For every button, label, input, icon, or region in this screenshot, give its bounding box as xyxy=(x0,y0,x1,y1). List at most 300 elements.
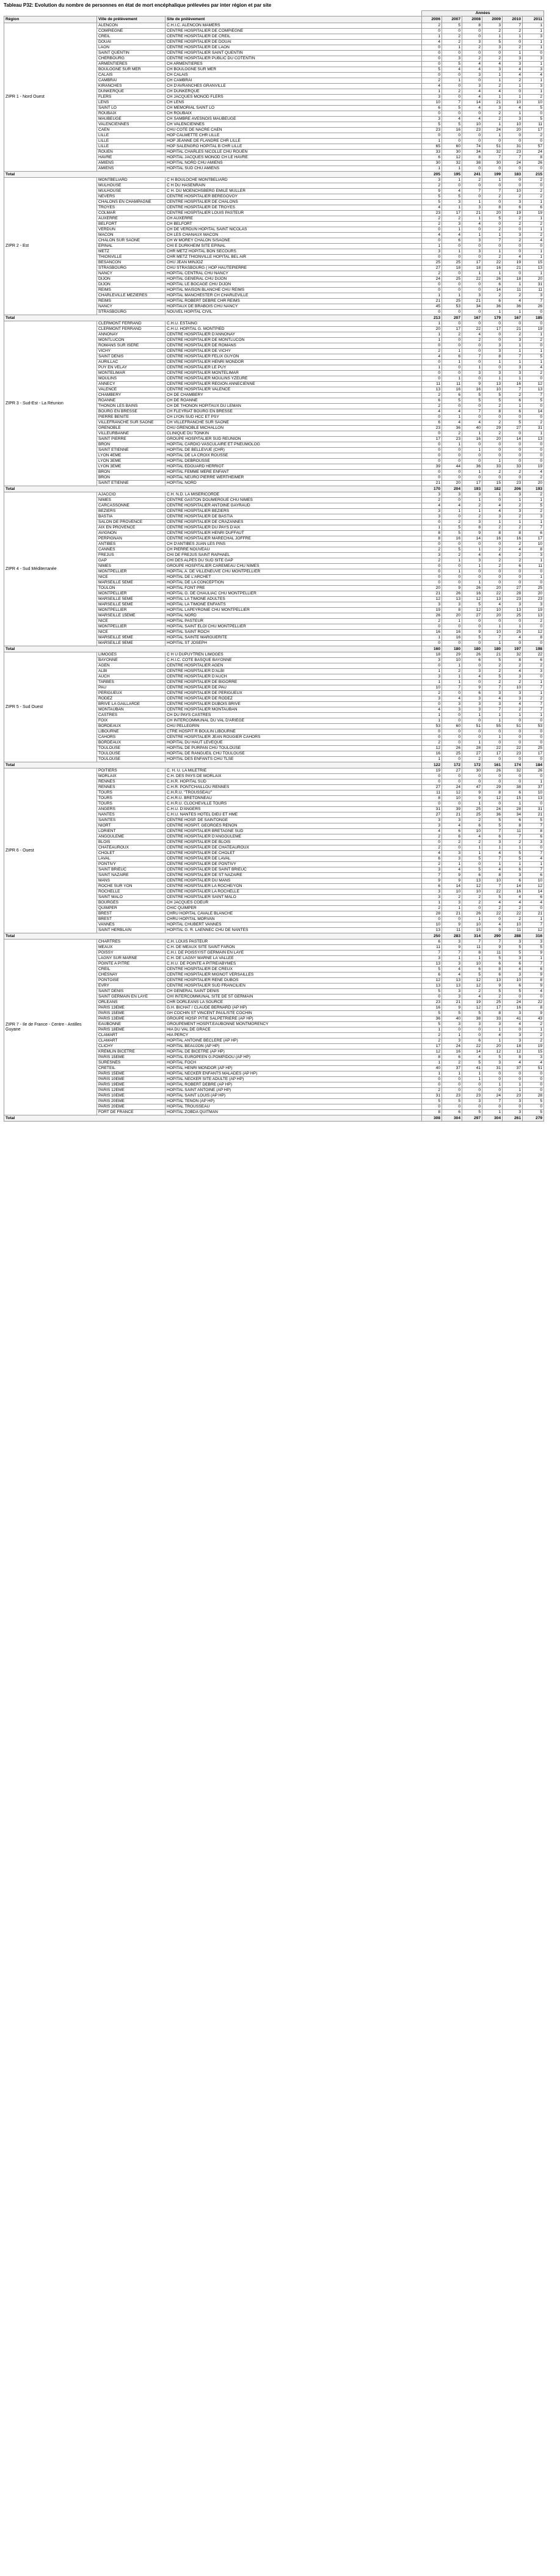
value-cell: 7 xyxy=(482,155,503,161)
value-cell: 8 xyxy=(482,873,503,878)
value-cell: 3 xyxy=(482,840,503,845)
value-cell: 25 xyxy=(442,299,462,304)
value-cell: 4 xyxy=(442,696,462,702)
value-cell: 22 xyxy=(503,746,523,751)
value-cell: 3 xyxy=(422,178,442,183)
value-cell: 0 xyxy=(503,575,523,580)
value-cell: 4 xyxy=(462,89,482,95)
value-cell: 8 xyxy=(482,409,503,415)
ville-cell: MONTELIMAR xyxy=(97,371,165,376)
value-cell: 17 xyxy=(523,128,544,133)
total-row xyxy=(4,486,544,492)
value-cell: 3 xyxy=(462,84,482,89)
value-cell: 26 xyxy=(523,161,544,166)
value-cell: 0 xyxy=(462,133,482,139)
value-cell: 38 xyxy=(503,785,523,790)
site-cell: C.H.I.C. ALENCON MAMERS xyxy=(165,23,422,29)
value-cell: 3 xyxy=(422,117,442,122)
value-cell: 36 xyxy=(482,304,503,310)
value-cell: 13 xyxy=(442,983,462,989)
total-row xyxy=(4,933,544,940)
value-cell: 1 xyxy=(482,271,503,277)
ville-cell: PARIS 10EME xyxy=(97,1093,165,1099)
site-cell: CH JACQUES MONOD FLERS xyxy=(165,95,422,100)
value-cell: 1 xyxy=(462,547,482,553)
value-cell: 0 xyxy=(523,580,544,586)
value-cell: 0 xyxy=(442,95,462,100)
value-cell: 3 xyxy=(422,553,442,558)
value-cell: 3 xyxy=(442,707,462,713)
ville-cell: SAINT DENIS xyxy=(97,989,165,994)
value-cell: 12 xyxy=(422,978,442,983)
value-cell: 1 xyxy=(442,862,462,867)
value-cell: 0 xyxy=(523,1088,544,1093)
value-cell: 18 xyxy=(422,652,442,658)
value-cell: 9 xyxy=(462,531,482,536)
site-cell: CHU COTE DE NACRE CAEN xyxy=(165,128,422,133)
value-cell: 22 xyxy=(482,889,503,895)
value-cell: 4 xyxy=(462,674,482,680)
value-cell: 3 xyxy=(503,956,523,961)
value-cell: 0 xyxy=(523,321,544,327)
value-cell: 0 xyxy=(442,371,462,376)
total-value: 170 xyxy=(422,486,442,492)
value-cell: 2 xyxy=(503,238,523,244)
ville-cell: STRASBOURG xyxy=(97,266,165,271)
value-cell: 19 xyxy=(523,1044,544,1049)
value-cell: 11 xyxy=(523,288,544,293)
value-cell: 9 xyxy=(523,950,544,956)
value-cell: 0 xyxy=(422,310,442,315)
ville-cell: VILLEFRANCHE SUR SAONE xyxy=(97,420,165,426)
value-cell: 0 xyxy=(503,431,523,437)
value-cell: 3 xyxy=(462,669,482,674)
value-cell: 7 xyxy=(523,961,544,967)
site-cell: HOPITAUX DE BRABOIS CHU NANCY xyxy=(165,304,422,310)
value-cell: 0 xyxy=(482,1088,503,1093)
value-cell: 9 xyxy=(442,945,462,950)
value-cell: 22 xyxy=(523,652,544,658)
ville-cell: HAVRE xyxy=(97,155,165,161)
site-cell: CH ROUBAIX xyxy=(165,111,422,117)
value-cell: 33 xyxy=(482,464,503,470)
total-value: 193 xyxy=(462,486,482,492)
value-cell: 2 xyxy=(503,29,523,34)
value-cell: 22 xyxy=(462,1044,482,1049)
value-cell: 21 xyxy=(503,327,523,332)
value-cell: 39 xyxy=(442,807,462,812)
value-cell: 0 xyxy=(462,321,482,327)
value-cell: 20 xyxy=(503,128,523,133)
value-cell: 4 xyxy=(503,895,523,900)
ville-cell: BRIVE LA GAILLARDE xyxy=(97,702,165,707)
ville-cell: ROMANS SUR ISERE xyxy=(97,343,165,349)
value-cell: 12 xyxy=(462,608,482,613)
value-cell: 3 xyxy=(503,56,523,62)
value-cell: 31 xyxy=(422,1093,442,1099)
value-cell: 8 xyxy=(503,823,523,829)
value-cell: 1 xyxy=(523,713,544,718)
value-cell: 10 xyxy=(482,608,503,613)
value-cell: 0 xyxy=(422,917,442,922)
site-cell: HOPITAL SAINT ANTOINE (AP HP) xyxy=(165,1088,422,1093)
total-value: 261 xyxy=(503,1115,523,1122)
value-cell: 2 xyxy=(482,470,503,475)
ville-cell: GAP xyxy=(97,558,165,564)
value-cell: 22 xyxy=(462,277,482,282)
value-cell: 2 xyxy=(503,917,523,922)
value-cell: 3 xyxy=(442,989,462,994)
ville-cell: AMIENS xyxy=(97,166,165,172)
value-cell: 4 xyxy=(523,1060,544,1066)
value-cell: 3 xyxy=(523,84,544,89)
value-cell: 3 xyxy=(482,1060,503,1066)
site-cell: HOPITAL TROUSSEAU xyxy=(165,1104,422,1110)
value-cell: 0 xyxy=(523,459,544,464)
value-cell: 3 xyxy=(442,492,462,498)
value-cell: 5 xyxy=(462,398,482,404)
site-cell: C. H. U. LA MILETRIE xyxy=(165,768,422,774)
value-cell: 8 xyxy=(523,829,544,834)
site-cell: CENTRE HOSPITALIER DE CHATEAUROUX xyxy=(165,845,422,851)
value-cell: 1 xyxy=(462,564,482,569)
value-cell: 0 xyxy=(422,288,442,293)
value-cell: 16 xyxy=(462,591,482,597)
value-cell: 1 xyxy=(462,740,482,746)
value-cell: 0 xyxy=(422,45,442,51)
value-cell: 5 xyxy=(503,950,523,956)
value-cell: 3 xyxy=(503,233,523,238)
value-cell: 8 xyxy=(462,23,482,29)
value-cell: 2 xyxy=(503,514,523,520)
site-cell: CENTRE HOSPITALIER BRETAGNE SUD xyxy=(165,829,422,834)
value-cell: 17 xyxy=(442,327,462,332)
value-cell: 17 xyxy=(422,1044,442,1049)
site-cell: CENTRE HOSPITALIER DE CHOLET xyxy=(165,851,422,856)
value-cell: 6 xyxy=(462,967,482,972)
value-cell: 23 xyxy=(503,751,523,757)
value-cell: 5 xyxy=(523,945,544,950)
ville-cell: ANTIBES xyxy=(97,542,165,547)
column-header-region: Région xyxy=(4,16,97,23)
value-cell: 0 xyxy=(462,619,482,624)
site-cell: C H BOULOCHE MONTBELIARD xyxy=(165,178,422,183)
value-cell: 4 xyxy=(422,851,442,856)
site-cell: HOPITAL MANCHESTER CH CHARLEVILLE xyxy=(165,293,422,299)
value-cell: 1 xyxy=(422,89,442,95)
site-cell: C.H.R. HOPITAL SUD xyxy=(165,779,422,785)
total-value: 241 xyxy=(462,172,482,178)
value-cell: 1 xyxy=(442,906,462,911)
value-cell: 2 xyxy=(482,84,503,89)
value-cell: 13 xyxy=(422,983,442,989)
value-cell: 25 xyxy=(523,586,544,591)
value-cell: 2 xyxy=(442,89,462,95)
value-cell: 0 xyxy=(442,691,462,696)
ville-cell: ANGOULEME xyxy=(97,834,165,840)
value-cell: 0 xyxy=(482,740,503,746)
ville-cell: SAINT DENIS xyxy=(97,354,165,360)
value-cell: 3 xyxy=(442,900,462,906)
value-cell: 3 xyxy=(503,1110,523,1115)
value-cell: 4 xyxy=(462,95,482,100)
value-cell: 0 xyxy=(422,51,442,56)
value-cell: 1 xyxy=(422,680,442,685)
value-cell: 7 xyxy=(503,387,523,393)
ville-cell: LYON 4EME xyxy=(97,453,165,459)
ville-cell: CLICHY xyxy=(97,1044,165,1049)
value-cell: 3 xyxy=(462,702,482,707)
value-cell: 0 xyxy=(503,757,523,762)
ville-cell: LILLE xyxy=(97,133,165,139)
site-cell: CENTRE HOSPITALIER LA ROCHE/YON xyxy=(165,884,422,889)
value-cell: 0 xyxy=(462,779,482,785)
site-cell: CH ARMENTIERES xyxy=(165,62,422,67)
value-cell: 10 xyxy=(462,829,482,834)
value-cell: 0 xyxy=(442,774,462,779)
site-cell: CENTRE HOSPITALIER DE PERIGUEUX xyxy=(165,691,422,696)
value-cell: 0 xyxy=(462,624,482,630)
total-value: 290 xyxy=(482,933,503,940)
ville-cell: MANS xyxy=(97,878,165,884)
value-cell: 8 xyxy=(523,547,544,553)
value-cell: 10 xyxy=(462,122,482,128)
site-cell: HOPITAL MAISON BLANCHE CHU REIMS xyxy=(165,288,422,293)
ville-cell: CANNES xyxy=(97,547,165,553)
value-cell: 0 xyxy=(442,580,462,586)
value-cell: 9 xyxy=(422,878,442,884)
value-cell: 1 xyxy=(482,624,503,630)
value-cell: 0 xyxy=(422,1082,442,1088)
value-cell: 2 xyxy=(482,404,503,409)
ville-cell: MARSEILLE 5EME xyxy=(97,597,165,602)
site-cell: CH CAMBRAI xyxy=(165,78,422,84)
value-cell: 0 xyxy=(482,321,503,327)
value-cell: 6 xyxy=(503,867,523,873)
value-cell: 7 xyxy=(462,940,482,945)
value-cell: 5 xyxy=(482,393,503,398)
value-cell: 3 xyxy=(503,1099,523,1104)
site-cell: HOPITAL DE BELLEVUE (CHR) xyxy=(165,448,422,453)
value-cell: 0 xyxy=(442,282,462,288)
value-cell: 5 xyxy=(462,393,482,398)
value-cell: 1 xyxy=(523,249,544,255)
value-cell: 5 xyxy=(482,674,503,680)
value-cell: 0 xyxy=(482,442,503,448)
ville-cell: CHALONS EN CHAMPAGNE xyxy=(97,200,165,205)
value-cell: 2 xyxy=(422,558,442,564)
value-cell: 13 xyxy=(462,878,482,884)
ville-cell: COLMAR xyxy=(97,211,165,216)
total-value: 167 xyxy=(462,315,482,321)
total-value: 180 xyxy=(462,646,482,652)
value-cell: 1 xyxy=(523,575,544,580)
value-cell: 0 xyxy=(422,73,442,78)
value-cell: 5 xyxy=(422,194,442,200)
value-cell: 23 xyxy=(503,1093,523,1099)
value-cell: 2 xyxy=(503,222,523,227)
value-cell: 8 xyxy=(422,531,442,536)
site-cell: CENTRE HOSPITALIER REGION ANNECIENNE xyxy=(165,382,422,387)
value-cell: 0 xyxy=(503,1071,523,1077)
value-cell: 2 xyxy=(482,117,503,122)
value-cell: 0 xyxy=(422,729,442,735)
value-cell: 0 xyxy=(523,729,544,735)
value-cell: 0 xyxy=(422,255,442,260)
value-cell: 0 xyxy=(482,475,503,481)
value-cell: 22 xyxy=(462,327,482,332)
site-cell: HOPITAL G. R. LAENNEC CHU DE NANTES xyxy=(165,928,422,933)
ville-cell: PONTIVY xyxy=(97,862,165,867)
ville-cell: SAINT PIERRE xyxy=(97,437,165,442)
value-cell: 3 xyxy=(422,674,442,680)
value-cell: 0 xyxy=(442,757,462,762)
value-cell: 1 xyxy=(503,95,523,100)
column-header-site: Site de prélèvement xyxy=(165,16,422,23)
value-cell: 2 xyxy=(523,492,544,498)
site-cell: CH LENS xyxy=(165,100,422,106)
value-cell: 0 xyxy=(482,498,503,503)
value-cell: 4 xyxy=(422,205,442,211)
value-cell: 1 xyxy=(523,29,544,34)
ville-cell: BOURG EN BRESSE xyxy=(97,409,165,415)
value-cell: 2 xyxy=(422,23,442,29)
ville-cell: CLERMONT FERRAND xyxy=(97,327,165,332)
value-cell: 0 xyxy=(442,338,462,343)
value-cell: 2 xyxy=(422,349,442,354)
value-cell: 8 xyxy=(523,155,544,161)
ville-cell: VALENCIENNES xyxy=(97,122,165,128)
ville-cell: TROYES xyxy=(97,205,165,211)
value-cell: 6 xyxy=(422,884,442,889)
value-cell: 21 xyxy=(462,211,482,216)
value-cell: 39 xyxy=(422,464,442,470)
value-cell: 12 xyxy=(422,746,442,751)
site-cell: CHI INTERCOMMUNAL SITE DE ST GERMAIN xyxy=(165,994,422,1000)
value-cell: 3 xyxy=(503,1011,523,1016)
ville-cell: AURILLAC xyxy=(97,360,165,365)
site-cell: CH GENERAL SAINT DENIS xyxy=(165,989,422,994)
value-cell: 20 xyxy=(442,481,462,486)
value-cell: 3 xyxy=(462,492,482,498)
ville-cell: MULHOUSE xyxy=(97,183,165,189)
value-cell: 6 xyxy=(422,972,442,978)
table-body xyxy=(4,23,544,1122)
value-cell: 8 xyxy=(422,796,442,801)
value-cell: 1 xyxy=(523,520,544,525)
value-cell: 21 xyxy=(442,812,462,818)
value-cell: 0 xyxy=(442,740,462,746)
value-cell: 27 xyxy=(422,266,442,271)
ville-cell: NICE xyxy=(97,575,165,580)
ville-cell: ROANNE xyxy=(97,398,165,404)
site-cell: CH W MOREY CHALON S/SAONE xyxy=(165,238,422,244)
value-cell: 26 xyxy=(482,768,503,774)
years-group-header: Années xyxy=(422,11,544,16)
value-cell: 7 xyxy=(482,884,503,889)
value-cell: 5 xyxy=(482,823,503,829)
site-cell: CHI DES ALPES DU SUD SITE GAP xyxy=(165,558,422,564)
ville-cell: MONTAUBAN xyxy=(97,707,165,713)
value-cell: 4 xyxy=(503,1022,523,1027)
value-cell: 7 xyxy=(523,299,544,304)
value-cell: 0 xyxy=(462,1104,482,1110)
value-cell: 5 xyxy=(503,856,523,862)
value-cell: 0 xyxy=(503,459,523,464)
value-cell: 0 xyxy=(442,255,462,260)
value-cell: 0 xyxy=(503,619,523,624)
value-cell: 0 xyxy=(523,569,544,575)
value-cell: 22 xyxy=(482,746,503,751)
value-cell: 4 xyxy=(503,635,523,641)
ville-cell: MONTPELLIER xyxy=(97,624,165,630)
value-cell: 11 xyxy=(442,382,462,387)
value-cell: 0 xyxy=(462,906,482,911)
ville-cell: PARIS 13EME xyxy=(97,1016,165,1022)
value-cell: 3 xyxy=(482,67,503,73)
value-cell: 25 xyxy=(442,277,462,282)
value-cell: 0 xyxy=(442,310,462,315)
ville-cell: PARIS 15EME xyxy=(97,1071,165,1077)
value-cell: 3 xyxy=(523,1055,544,1060)
site-cell: HOPITAL LE BOCAGE CHU DIJON xyxy=(165,282,422,288)
value-cell: 0 xyxy=(462,1027,482,1033)
value-cell: 0 xyxy=(503,1077,523,1082)
value-cell: 21 xyxy=(523,911,544,917)
site-cell: CENTRE HOSPITALIER BEREGOVOY xyxy=(165,194,422,200)
value-cell: 0 xyxy=(442,498,462,503)
value-cell: 6 xyxy=(442,834,462,840)
value-cell: 10 xyxy=(482,878,503,884)
value-cell: 8 xyxy=(482,531,503,536)
ville-cell: MARSEILLE 9EME xyxy=(97,641,165,646)
value-cell: 11 xyxy=(503,829,523,834)
site-cell: C.H.U. ESTAING xyxy=(165,321,422,327)
value-cell: 3 xyxy=(422,956,442,961)
value-cell: 3 xyxy=(523,293,544,299)
value-cell: 0 xyxy=(462,475,482,481)
value-cell: 0 xyxy=(422,774,442,779)
ville-cell: AGEN xyxy=(97,663,165,669)
value-cell: 0 xyxy=(462,78,482,84)
value-cell: 16 xyxy=(482,266,503,271)
value-cell: 1 xyxy=(442,415,462,420)
value-cell: 0 xyxy=(503,133,523,139)
ville-cell: TOURS xyxy=(97,796,165,801)
ville-cell: BREST xyxy=(97,911,165,917)
value-cell: 1 xyxy=(523,431,544,437)
value-cell: 1 xyxy=(503,520,523,525)
value-cell: 1 xyxy=(422,321,442,327)
value-cell: 16 xyxy=(442,635,462,641)
value-cell: 23 xyxy=(503,150,523,155)
site-cell: CENTRE HOSPITALIER D'ANNONAY xyxy=(165,332,422,338)
value-cell: 0 xyxy=(482,779,503,785)
site-cell: C.H.U. D'ANGERS xyxy=(165,807,422,812)
value-cell: 12 xyxy=(462,983,482,989)
value-cell: 5 xyxy=(442,398,462,404)
value-cell: 30 xyxy=(422,161,442,166)
value-cell: 0 xyxy=(523,1104,544,1110)
value-cell: 16 xyxy=(442,536,462,542)
value-cell: 17 xyxy=(523,751,544,757)
value-cell: 2 xyxy=(503,194,523,200)
value-cell: 1 xyxy=(422,293,442,299)
ville-cell: AIX EN PROVENCE xyxy=(97,525,165,531)
site-cell: CHU GRENOBLE MICHALLON xyxy=(165,426,422,431)
value-cell: 4 xyxy=(523,73,544,78)
value-cell: 1 xyxy=(503,713,523,718)
